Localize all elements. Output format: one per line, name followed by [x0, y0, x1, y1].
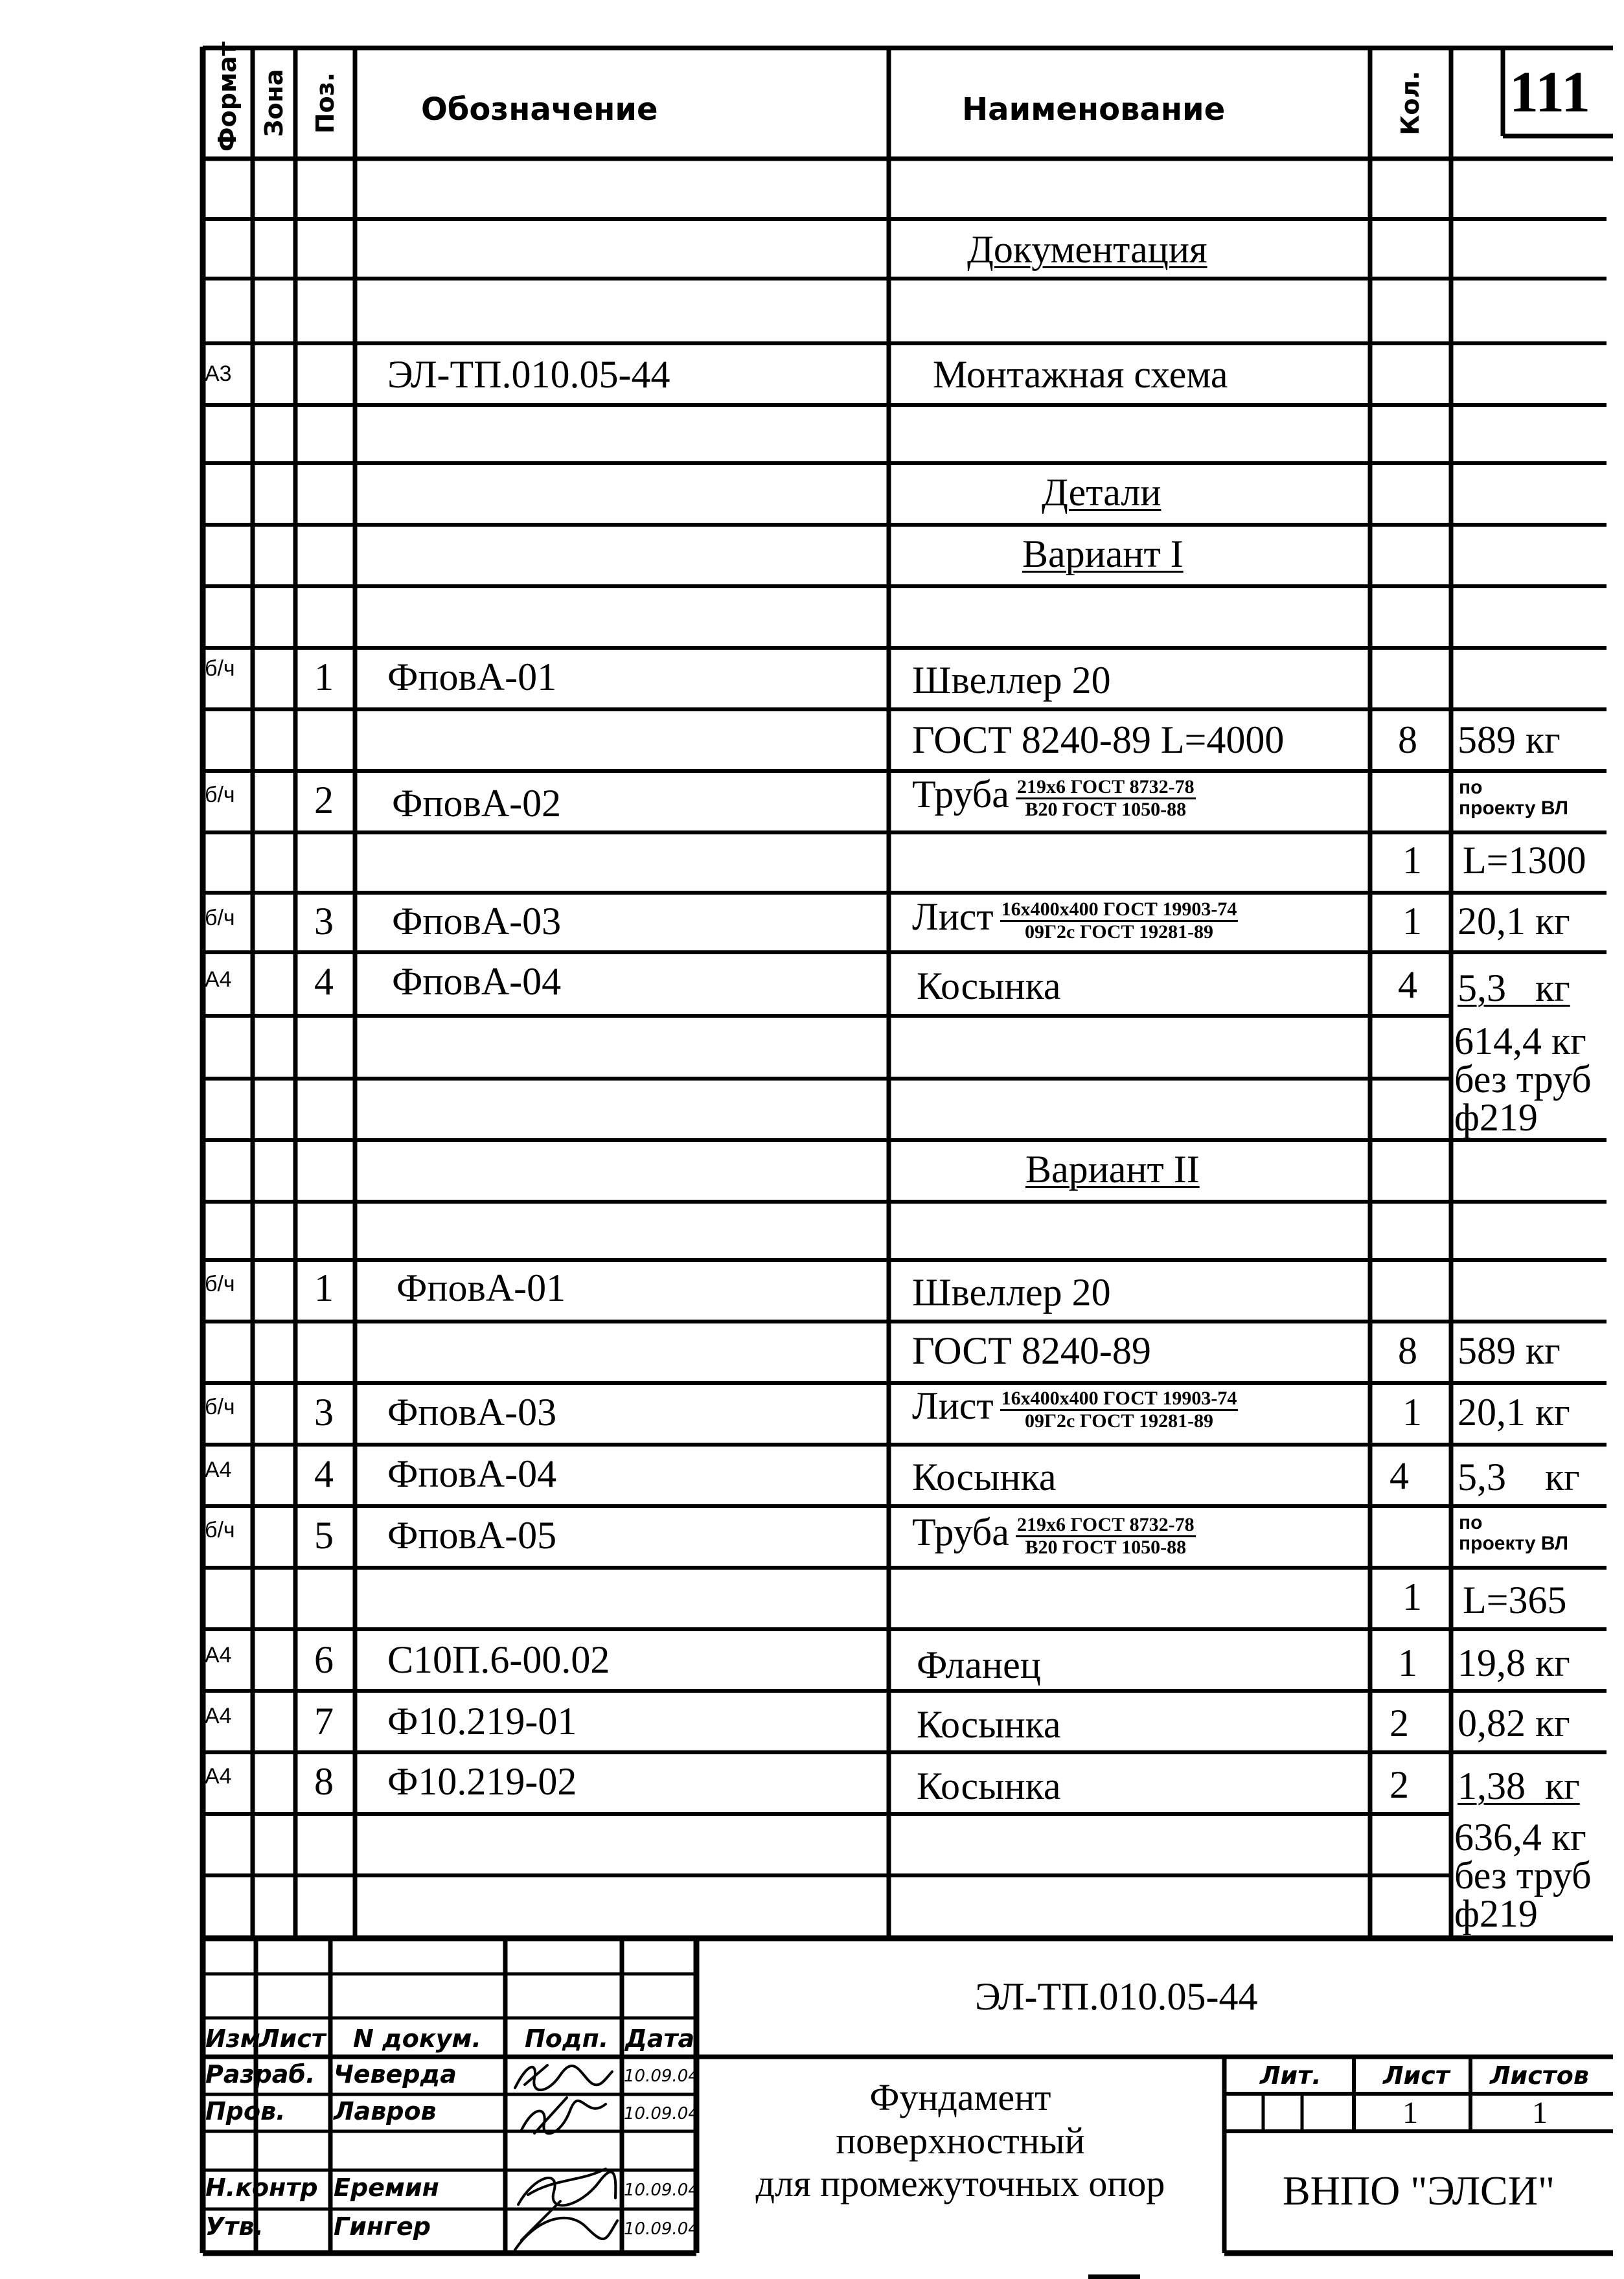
tb-razrab-label: Разраб.	[205, 2060, 315, 2089]
v1-row4-format: А4	[205, 967, 232, 992]
v1-row2-pos: 2	[314, 779, 334, 821]
title-block-doc-code: ЭЛ-ТП.010.05-44	[975, 1975, 1258, 2018]
v2-row6-designation: С10П.6-00.02	[387, 1638, 610, 1681]
v2-row7-format: А4	[205, 1704, 232, 1728]
v2-row1b-name: ГОСТ 8240-89	[912, 1329, 1151, 1372]
v2-row5-frac-bottom: В20 ГОСТ 1050-88	[1025, 1536, 1187, 1558]
v2-row6-format: А4	[205, 1643, 232, 1667]
v2-row5-format: б/ч	[205, 1518, 235, 1542]
v1-row1-name: Швеллер 20	[912, 659, 1111, 702]
v1-row2-fraction	[1016, 777, 1196, 819]
tb-nkontr-name: Еремин	[334, 2173, 439, 2202]
tb-header-data: Дата	[625, 2024, 695, 2053]
doc-row-format: А3	[205, 361, 232, 386]
v2-row5-pos: 5	[314, 1514, 334, 1557]
v1-total-mass: 614,4 кг	[1454, 1020, 1586, 1062]
document-title-line3: для промежуточных опор	[755, 2162, 1165, 2205]
v1-row2-note	[1459, 777, 1568, 818]
v2-row3-name-text: Лист	[912, 1384, 994, 1427]
v1-row4-pos: 4	[314, 960, 334, 1003]
v2-row5b-note: L=365	[1463, 1579, 1567, 1621]
v1-row1b-note: 589 кг	[1458, 718, 1561, 761]
v2-row5-designation: ФповА-05	[387, 1514, 557, 1557]
v1-row2-frac-bottom: В20 ГОСТ 1050-88	[1025, 798, 1187, 820]
v2-row3-qty: 1	[1402, 1391, 1422, 1434]
v2-row5-fraction	[1016, 1515, 1196, 1557]
v1-row4-designation: ФповА-04	[392, 960, 562, 1003]
v1-row2-note-line1: по	[1459, 777, 1483, 798]
v1-row3-note: 20,1 кг	[1458, 900, 1570, 943]
organization-name: ВНПО "ЭЛСИ"	[1282, 2168, 1555, 2214]
v1-row3-pos: 3	[314, 900, 334, 943]
v2-row8-name: Косынка	[917, 1765, 1061, 1807]
v2-row7-designation: Ф10.219-01	[387, 1700, 577, 1743]
v1-row1b-name: ГОСТ 8240-89 L=4000	[912, 718, 1285, 761]
v2-total-note: без труб	[1454, 1853, 1592, 1897]
section-variant-2: Вариант II	[1025, 1148, 1200, 1191]
tb-prov-label: Пров.	[205, 2097, 286, 2125]
tb-prov-name: Лавров	[334, 2097, 437, 2125]
document-title-line1: Фундамент	[869, 2076, 1051, 2118]
section-details: Детали	[1042, 471, 1161, 514]
header-name: Наименование	[962, 91, 1226, 128]
v1-row1-format: б/ч	[205, 656, 235, 681]
v2-row8-pos: 8	[314, 1760, 334, 1803]
v2-row3-fraction	[1000, 1388, 1239, 1431]
v1-row2-name-text: Труба	[912, 773, 1009, 816]
v1-row1-pos: 1	[314, 656, 334, 698]
tb-nkontr-date: 10.09.04	[624, 2181, 699, 2200]
v2-row1-designation: ФповА-01	[396, 1266, 566, 1309]
v2-row5-note-line2: проекту ВЛ	[1459, 1532, 1568, 1554]
document-title	[696, 2076, 1224, 2206]
v1-row4-name: Косынка	[917, 965, 1061, 1007]
v1-row3-name	[912, 897, 1238, 942]
v2-row1-format: б/ч	[205, 1272, 235, 1296]
v1-row3-frac-top: 16х400х400 ГОСТ 19903-74	[1000, 899, 1239, 922]
v2-row1b-qty: 8	[1398, 1329, 1417, 1372]
section-variant-1: Вариант I	[1022, 533, 1184, 575]
v1-total	[1454, 1020, 1592, 1139]
tb-header-list: Лист	[259, 2024, 326, 2053]
v2-row1-name: Швеллер 20	[912, 1271, 1111, 1314]
tb-header-podp: Подп.	[525, 2024, 609, 2053]
header-designation: Обозначение	[421, 91, 658, 128]
v2-row6-note: 19,8 кг	[1458, 1642, 1570, 1684]
v1-row3-designation: ФповА-03	[392, 900, 562, 943]
tb-header-ndoc: N докум.	[353, 2024, 481, 2053]
v2-row5-note-line1: по	[1459, 1512, 1483, 1533]
v2-row1b-note: 589 кг	[1458, 1329, 1561, 1372]
v2-row4-name: Косынка	[912, 1456, 1057, 1498]
v2-total	[1454, 1816, 1592, 1935]
v1-total-note: без труб	[1454, 1057, 1592, 1101]
v2-row3-pos: 3	[314, 1391, 334, 1434]
v1-row2-frac-top: 219х6 ГОСТ 8732-78	[1016, 777, 1196, 799]
header-zone: Зона	[260, 69, 288, 137]
tb-lit-label: Лит.	[1260, 2061, 1321, 2090]
v1-row3-fraction	[1000, 899, 1239, 942]
tb-utv-name: Гингер	[334, 2212, 431, 2241]
tb-sheet-value: 1	[1402, 2096, 1418, 2130]
v2-row5-frac-top: 219х6 ГОСТ 8732-78	[1016, 1515, 1196, 1537]
tb-razrab-name: Чеверда	[334, 2060, 457, 2089]
v1-row2b-note: L=1300	[1463, 839, 1586, 882]
v2-row3-format: б/ч	[205, 1395, 235, 1419]
v2-row7-pos: 7	[314, 1700, 334, 1743]
signatures-image	[509, 2059, 619, 2253]
v2-row1-pos: 1	[314, 1266, 334, 1309]
v2-row5b-qty: 1	[1402, 1575, 1422, 1618]
v2-row3-note: 20,1 кг	[1458, 1391, 1570, 1434]
v1-row2-note-line2: проекту ВЛ	[1459, 797, 1568, 819]
v1-row2-designation: ФповА-02	[392, 782, 562, 825]
tb-sheets-value: 1	[1532, 2096, 1548, 2130]
v2-row8-designation: Ф10.219-02	[387, 1760, 577, 1803]
v2-total-pipe: ф219	[1454, 1892, 1538, 1935]
tb-prov-date: 10.09.04	[624, 2104, 699, 2124]
v2-row3-name	[912, 1386, 1238, 1431]
v2-row7-note: 0,82 кг	[1458, 1702, 1570, 1745]
document-title-line2: поверхностный	[836, 2119, 1085, 2162]
v2-row4-designation: ФповА-04	[387, 1452, 557, 1495]
header-position: Поз.	[311, 72, 339, 134]
v2-row8-format: А4	[205, 1764, 232, 1789]
v1-row2-format: б/ч	[205, 783, 235, 807]
v2-row3-designation: ФповА-03	[387, 1391, 557, 1434]
tb-nkontr-label: Н.контр	[205, 2173, 318, 2202]
sheet-number: 111	[1509, 60, 1591, 124]
tb-razrab-date: 10.09.04	[624, 2067, 699, 2086]
tb-utv-label: Утв.	[205, 2212, 264, 2241]
v2-row5-name	[912, 1513, 1196, 1557]
v2-row3-frac-bottom: 09Г2с ГОСТ 19281-89	[1024, 1410, 1214, 1432]
v2-row6-name: Фланец	[917, 1643, 1041, 1686]
v2-row4-format: А4	[205, 1458, 232, 1482]
v2-total-mass: 636,4 кг	[1454, 1816, 1586, 1859]
v1-row1b-qty: 8	[1398, 718, 1417, 761]
doc-row-name: Монтажная схема	[933, 353, 1228, 396]
v2-row8-note: 1,38 кг	[1458, 1765, 1580, 1807]
tb-utv-date: 10.09.04	[624, 2219, 699, 2239]
v2-row4-pos: 4	[314, 1452, 334, 1495]
v2-row4-qty: 4	[1390, 1454, 1409, 1497]
v1-row2b-qty: 1	[1402, 839, 1422, 882]
v2-row5-name-text: Труба	[912, 1511, 1009, 1553]
v2-row8-qty: 2	[1390, 1763, 1409, 1806]
v1-total-pipe: ф219	[1454, 1095, 1538, 1139]
v2-row4-note: 5,3 кг	[1458, 1456, 1580, 1498]
v1-row4-note: 5,3 кг	[1458, 967, 1570, 1009]
tb-sheet-label: Лист	[1383, 2061, 1450, 2090]
v2-row6-qty: 1	[1398, 1642, 1417, 1684]
v2-row3-frac-top: 16х400х400 ГОСТ 19903-74	[1000, 1388, 1239, 1411]
v2-row7-qty: 2	[1390, 1702, 1409, 1745]
v1-row3-format: б/ч	[205, 906, 235, 930]
v2-row7-name: Косынка	[917, 1703, 1061, 1746]
v1-row3-qty: 1	[1402, 900, 1422, 943]
tb-sheets-label: Листов	[1490, 2061, 1589, 2090]
section-documentation: Документация	[967, 228, 1207, 271]
v1-row4-qty: 4	[1398, 963, 1417, 1006]
header-quantity: Кол.	[1396, 71, 1424, 135]
header-format: Формат	[213, 41, 242, 152]
v1-row3-frac-bottom: 09Г2с ГОСТ 19281-89	[1024, 921, 1214, 943]
tb-header-izm: Изм	[205, 2024, 260, 2053]
doc-row-designation: ЭЛ-ТП.010.05-44	[387, 353, 670, 396]
v2-row5-note	[1459, 1513, 1568, 1553]
v1-row2-name	[912, 775, 1196, 819]
v2-row6-pos: 6	[314, 1638, 334, 1681]
v1-row1-designation: ФповА-01	[387, 656, 557, 698]
v1-row3-name-text: Лист	[912, 895, 994, 938]
